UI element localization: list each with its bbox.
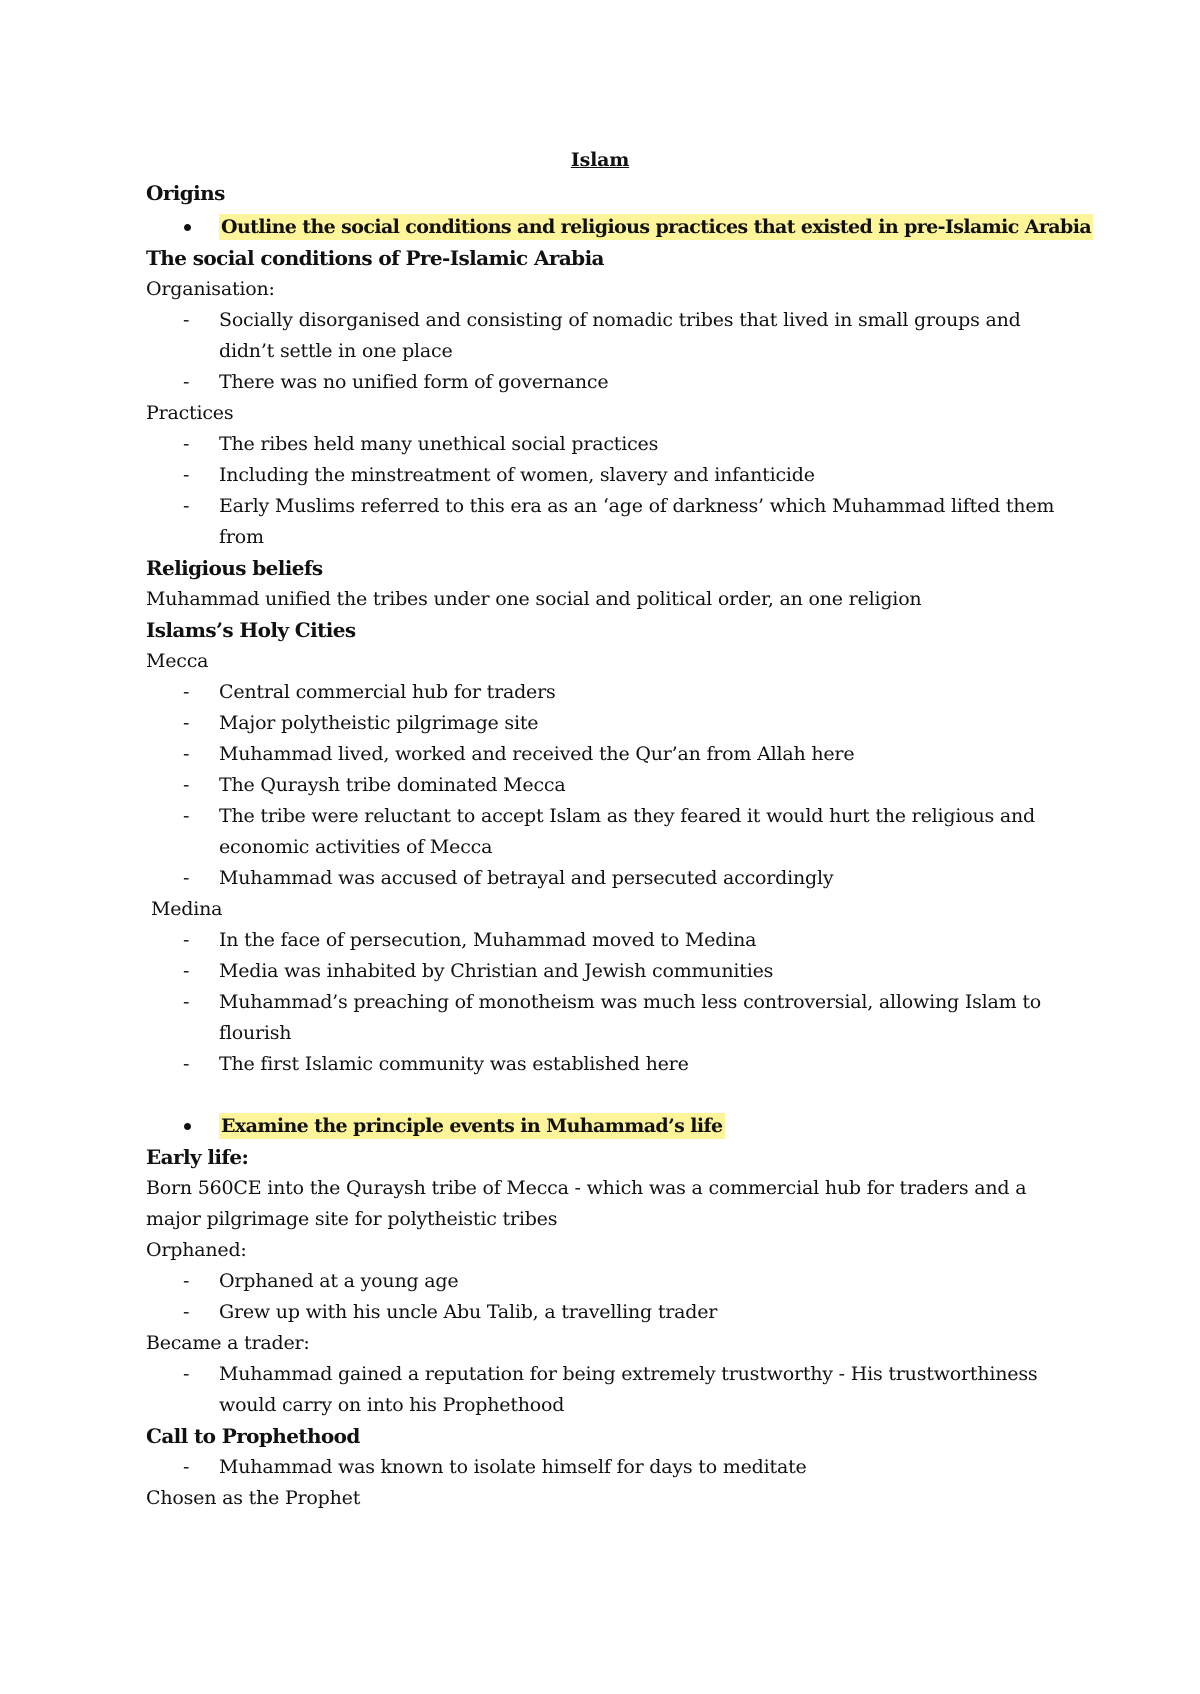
list-item: Early Muslims referred to this era as an ‘age of darkness’ which Muhammad lifted them: [219, 495, 1055, 517]
list-item: The first Islamic community was established here: [219, 1053, 689, 1075]
organisation-label: Organisation:: [146, 278, 275, 300]
list-item: The ribes held many unethical social practices: [219, 433, 659, 455]
dash-icon: -: [183, 1363, 190, 1385]
dash-icon: -: [183, 991, 190, 1013]
dash-icon: -: [183, 433, 190, 455]
dash-icon: -: [183, 867, 190, 889]
early-life-text: Born 560CE into the Quraysh tribe of Mecca - which was a commercial hub for traders and a: [146, 1177, 1027, 1199]
bullet-icon: [184, 224, 191, 231]
list-item-continued: flourish: [219, 1022, 292, 1044]
holy-cities-heading: Islams’s Holy Cities: [146, 618, 356, 642]
list-item: Orphaned at a young age: [219, 1270, 459, 1292]
mecca-label: Mecca: [146, 650, 209, 672]
list-item-continued: would carry on into his Prophethood: [219, 1394, 565, 1416]
chosen-label: Chosen as the Prophet: [146, 1487, 361, 1509]
dash-icon: -: [183, 960, 190, 982]
orphaned-label: Orphaned:: [146, 1239, 247, 1261]
list-item: Muhammad’s preaching of monotheism was much less controversial, allowing Islam to: [219, 991, 1042, 1013]
list-item: Muhammad was accused of betrayal and persecuted accordingly: [219, 867, 834, 889]
dash-icon: -: [183, 371, 190, 393]
objective-2: [219, 1111, 729, 1142]
list-item: Muhammad was known to isolate himself for days to meditate: [219, 1456, 807, 1478]
list-item: Socially disorganised and consisting of nomadic tribes that lived in small groups and: [219, 309, 1021, 331]
list-item: The tribe were reluctant to accept Islam as they feared it would hurt the religious and: [219, 805, 1035, 827]
list-item-continued: economic activities of Mecca: [219, 836, 493, 858]
list-item: Muhammad gained a reputation for being extremely trustworthy - His trustworthiness: [219, 1363, 1038, 1385]
list-item: There was no unified form of governance: [219, 371, 609, 393]
objective-1: [219, 212, 1097, 243]
dash-icon: -: [183, 1053, 190, 1075]
list-item: Media was inhabited by Christian and Jewish communities: [219, 960, 774, 982]
dash-icon: -: [183, 1456, 190, 1478]
list-item: Muhammad lived, worked and received the Qur’an from Allah here: [219, 743, 855, 765]
early-life-text-continued: major pilgrimage site for polytheistic tribes: [146, 1208, 558, 1230]
dash-icon: -: [183, 309, 190, 331]
dash-icon: -: [183, 774, 190, 796]
dash-icon: -: [183, 1301, 190, 1323]
highlight: Outline the social conditions and religious practices that existed in pre-Islamic Arabia: [221, 216, 1092, 238]
document-title: Islam: [570, 149, 630, 171]
social-conditions-heading: The social conditions of Pre-Islamic Arabia: [146, 246, 604, 270]
list-item-continued: from: [219, 526, 264, 548]
list-item: Including the minstreatment of women, slavery and infanticide: [219, 464, 815, 486]
list-item: In the face of persecution, Muhammad moved to Medina: [219, 929, 757, 951]
dash-icon: -: [183, 743, 190, 765]
call-to-prophethood-heading: Call to Prophethood: [146, 1424, 360, 1448]
medina-label: Medina: [151, 898, 223, 920]
dash-icon: -: [183, 1270, 190, 1292]
bullet-icon: [184, 1123, 191, 1130]
list-item: Grew up with his uncle Abu Talib, a travelling trader: [219, 1301, 718, 1323]
trader-label: Became a trader:: [146, 1332, 310, 1354]
dash-icon: -: [183, 495, 190, 517]
list-item: Central commercial hub for traders: [219, 681, 556, 703]
dash-icon: -: [183, 805, 190, 827]
dash-icon: -: [183, 681, 190, 703]
list-item: Major polytheistic pilgrimage site: [219, 712, 539, 734]
practices-label: Practices: [146, 402, 234, 424]
list-item: The Quraysh tribe dominated Mecca: [219, 774, 566, 796]
religious-beliefs-heading: Religious beliefs: [146, 556, 323, 580]
religious-beliefs-text: Muhammad unified the tribes under one social and political order, an one religion: [146, 588, 922, 610]
early-life-heading: Early life:: [146, 1145, 249, 1169]
origins-heading: Origins: [146, 181, 225, 205]
dash-icon: -: [183, 712, 190, 734]
list-item-continued: didn’t settle in one place: [219, 340, 453, 362]
dash-icon: -: [183, 464, 190, 486]
dash-icon: -: [183, 929, 190, 951]
highlight: Examine the principle events in Muhammad’s life: [221, 1115, 723, 1137]
